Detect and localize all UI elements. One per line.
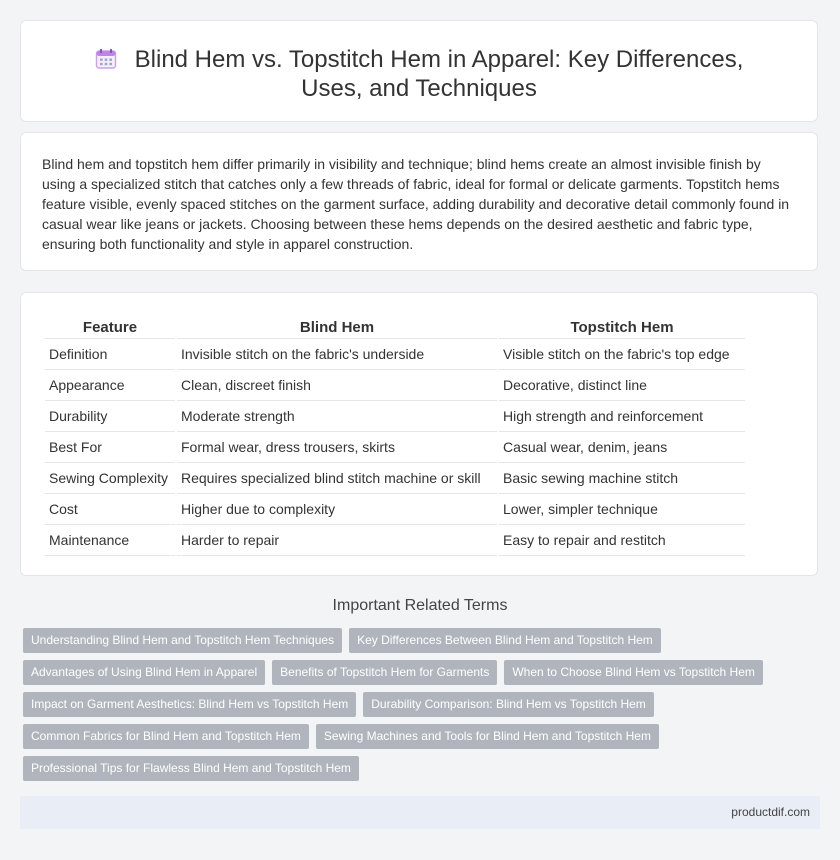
related-term-tag[interactable]: Advantages of Using Blind Hem in Apparel: [23, 660, 265, 685]
blind-hem-cell: Clean, discreet finish: [177, 370, 497, 401]
related-term-tag[interactable]: Sewing Machines and Tools for Blind Hem and Topstitch Hem: [316, 724, 659, 749]
comparison-card: [20, 292, 818, 576]
blind-hem-cell: Invisible stitch on the fabric's underside: [177, 339, 497, 370]
table-row: [45, 494, 745, 525]
related-term-tag[interactable]: Benefits of Topstitch Hem for Garments: [272, 660, 497, 685]
topstitch-hem-cell: Decorative, distinct line: [499, 370, 745, 401]
header-topstitch-hem: Topstitch Hem: [499, 317, 745, 339]
topstitch-hem-cell: High strength and reinforcement: [499, 401, 745, 432]
topstitch-hem-cell: Lower, simpler technique: [499, 494, 745, 525]
topstitch-hem-cell: Visible stitch on the fabric's top edge: [499, 339, 745, 370]
related-terms-heading: Important Related Terms: [332, 597, 508, 614]
feature-cell: Durability: [45, 401, 175, 432]
table-header-row: [45, 317, 745, 339]
topstitch-hem-cell: Casual wear, denim, jeans: [499, 432, 745, 463]
table-row: [45, 463, 745, 494]
blind-hem-cell: Harder to repair: [177, 525, 497, 556]
header-blind-hem: Blind Hem: [177, 317, 497, 339]
related-terms-list: [23, 628, 803, 788]
table-row: [45, 525, 745, 556]
table-row: [45, 339, 745, 370]
related-term-tag[interactable]: Professional Tips for Flawless Blind Hem and Topstitch Hem: [23, 756, 359, 781]
title-card: [20, 20, 818, 122]
feature-cell: Cost: [45, 494, 175, 525]
related-term-tag[interactable]: Common Fabrics for Blind Hem and Topstitch Hem: [23, 724, 309, 749]
intro-paragraph: Blind hem and topstitch hem differ primarily in visibility and technique; blind hems create an almost invisible finish by using a specialized stitch that catches only a few threads of fabric, ideal for formal or delicate garments. Topstitch hems feature visible, evenly spaced stitches on the garment surface, adding durability and decorative detail commonly found in casual wear like jeans or jackets. Choosing between these hems depends on the desired aesthetic and fabric type, ensuring both functionality and style in apparel construction.: [42, 156, 790, 252]
blind-hem-cell: Higher due to complexity: [177, 494, 497, 525]
calendar-icon: [95, 48, 117, 70]
intro-card: [20, 132, 818, 271]
related-term-tag[interactable]: Durability Comparison: Blind Hem vs Topstitch Hem: [363, 692, 654, 717]
header-feature: Feature: [45, 317, 175, 339]
blind-hem-cell: Requires specialized blind stitch machine or skill: [177, 463, 497, 494]
feature-cell: Maintenance: [45, 525, 175, 556]
footer: [20, 796, 820, 829]
table-row: [45, 401, 745, 432]
feature-cell: Sewing Complexity: [45, 463, 175, 494]
table-row: [45, 370, 745, 401]
feature-cell: Best For: [45, 432, 175, 463]
table-row: [45, 432, 745, 463]
related-term-tag[interactable]: When to Choose Blind Hem vs Topstitch Hem: [504, 660, 763, 685]
related-term-tag[interactable]: Understanding Blind Hem and Topstitch Hem Techniques: [23, 628, 342, 653]
comparison-table: [43, 317, 747, 556]
page-title-text: Blind Hem vs. Topstitch Hem in Apparel: Key Differences, Uses, and Techniques: [134, 46, 744, 102]
blind-hem-cell: Moderate strength: [177, 401, 497, 432]
related-term-tag[interactable]: Impact on Garment Aesthetics: Blind Hem vs Topstitch Hem: [23, 692, 356, 717]
blind-hem-cell: Formal wear, dress trousers, skirts: [177, 432, 497, 463]
feature-cell: Definition: [45, 339, 175, 370]
topstitch-hem-cell: Easy to repair and restitch: [499, 525, 745, 556]
feature-cell: Appearance: [45, 370, 175, 401]
footer-site-link[interactable]: productdif.com: [731, 805, 810, 819]
topstitch-hem-cell: Basic sewing machine stitch: [499, 463, 745, 494]
page-title: [21, 45, 817, 103]
related-term-tag[interactable]: Key Differences Between Blind Hem and Topstitch Hem: [349, 628, 661, 653]
